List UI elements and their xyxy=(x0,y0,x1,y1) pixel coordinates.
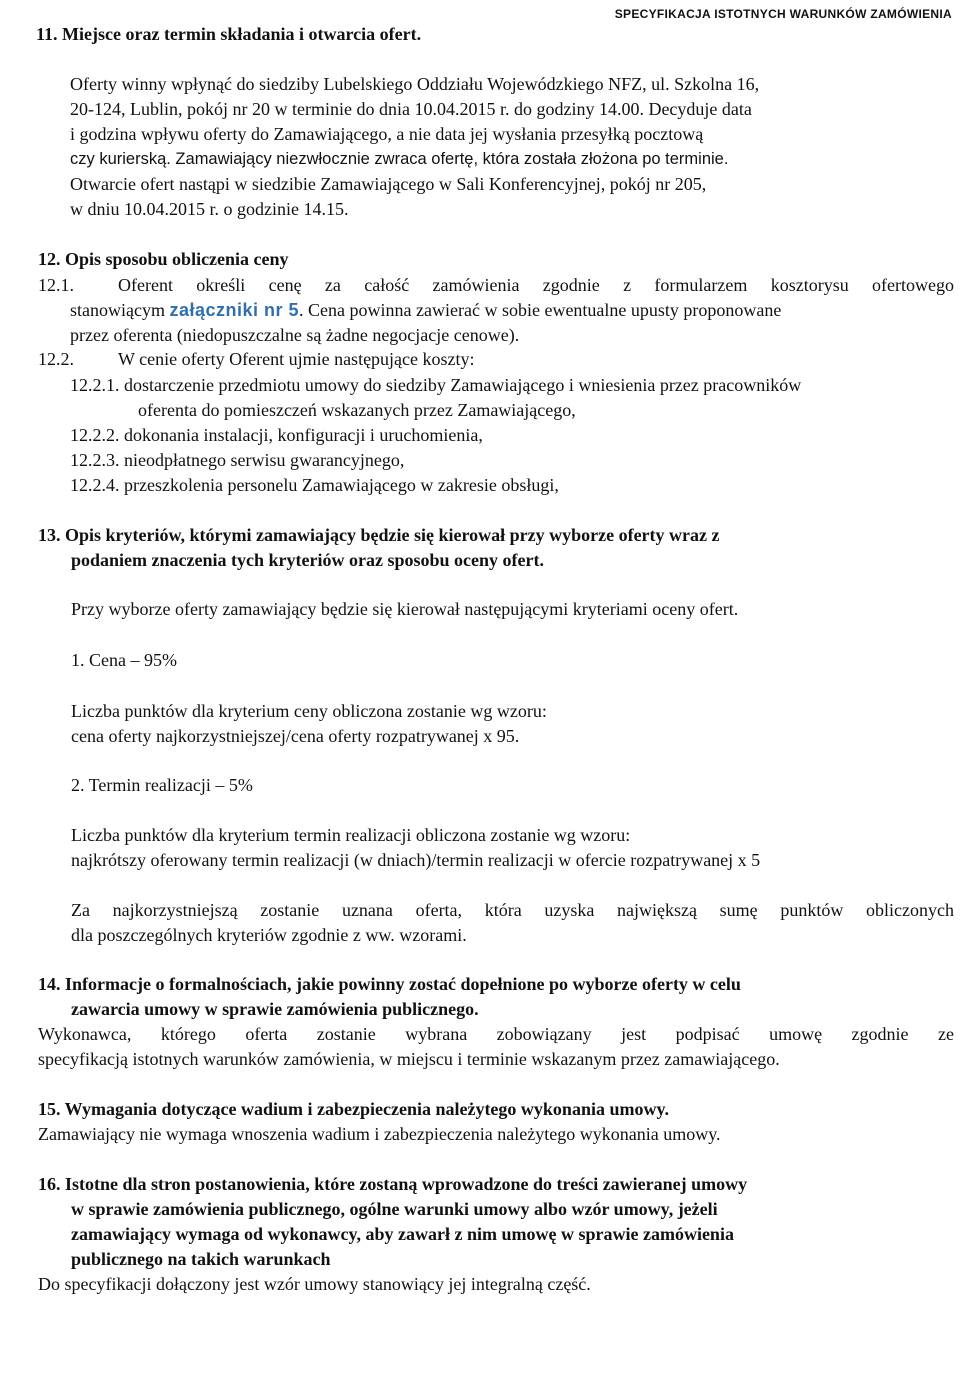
section-15-heading: 15. Wymagania dotyczące wadium i zabezpieczenia należytego wykonania umowy. xyxy=(38,1099,669,1119)
section-16-body: Do specyfikacji dołączony jest wzór umowy stanowiący jej integralną część. xyxy=(38,1274,591,1294)
criterion-1-formula: cena oferty najkorzystniejszej/cena oferty rozpatrywanej x 95. xyxy=(71,726,520,746)
paragraph-number: 12.1. xyxy=(38,275,74,295)
criterion-1-title: 1. Cena – 95% xyxy=(71,650,177,670)
section-16-heading: 16. Istotne dla stron postanowienia, które zostaną wprowadzone do treści zawieranej umowy xyxy=(38,1174,748,1194)
list-item: 12.2.4. przeszkolenia personelu Zamawiającego w zakresie obsługi, xyxy=(70,475,559,495)
criteria-intro: Przy wyborze oferty zamawiający będzie się kierował następującymi kryteriami oceny ofert. xyxy=(71,599,739,619)
section-11-line: w dniu 10.04.2015 r. o godzinie 14.15. xyxy=(70,199,349,219)
section-16-heading-cont: w sprawie zamówienia publicznego, ogólne warunki umowy albo wzór umowy, jeżeli xyxy=(71,1199,718,1219)
list-item: 12.2.1. dostarczenie przedmiotu umowy do siedziby Zamawiającego i wniesienia przez pracowników xyxy=(70,375,802,395)
criterion-2-formula: najkrótszy oferowany termin realizacji (w dniach)/termin realizacji w ofercie rozpatrywanej x 5 xyxy=(71,850,761,870)
list-item: 12.2.3. nieodpłatnego serwisu gwarancyjnego, xyxy=(70,450,405,470)
section-11-line: i godzina wpływu oferty do Zamawiającego, a nie data jej wysłania przesyłką pocztową xyxy=(70,124,704,144)
section-13-heading: 13. Opis kryteriów, którymi zamawiający będzie się kierował przy wyborze oferty wraz z xyxy=(38,525,720,545)
criterion-1-text: Liczba punktów dla kryterium ceny obliczona zostanie wg wzoru: xyxy=(71,701,547,721)
attachment-link[interactable]: załączniki nr 5 xyxy=(169,300,300,320)
section-14-body-line: Wykonawca, którego oferta zostanie wybrana zobowiązany jest podpisać umowę zgodnie ze xyxy=(38,1024,954,1044)
section-15-body: Zamawiający nie wymaga wnoszenia wadium i zabezpieczenia należytego wykonania umowy. xyxy=(38,1124,721,1144)
criterion-2-text: Liczba punktów dla kryterium termin realizacji obliczona zostanie wg wzoru: xyxy=(71,825,631,845)
section-13-heading-cont: podaniem znaczenia tych kryteriów oraz sposobu oceny ofert. xyxy=(71,550,544,570)
paragraph-12-1-line: Oferent określi cenę za całość zamówienia zgodnie z formularzem kosztorysu ofertowego xyxy=(118,275,954,295)
paragraph-number: 12.2. xyxy=(38,349,74,369)
section-11-line: czy kurierską. Zamawiający niezwłocznie zwraca ofertę, która została złożona po terminie. xyxy=(70,150,729,168)
section-14-heading: 14. Informacje o formalnościach, jakie powinny zostać dopełnione po wyborze oferty w celu xyxy=(38,974,741,994)
section-14-body-line: specyfikacją istotnych warunków zamówienia, w miejscu i terminie wskazanym przez zamawiającego. xyxy=(38,1049,780,1069)
criteria-summary-line: Za najkorzystniejszą zostanie uznana oferta, która uzyska największą sumę punktów obliczonych xyxy=(71,900,954,920)
running-header: SPECYFIKACJA ISTOTNYCH WARUNKÓW ZAMÓWIENIA xyxy=(614,7,952,21)
section-16-heading-cont: publicznego na takich warunkach xyxy=(71,1249,331,1269)
paragraph-12-1-line: stanowiącym załączniki nr 5. Cena powinna zawierać w sobie ewentualne upusty proponowane xyxy=(70,300,782,320)
criterion-2-title: 2. Termin realizacji – 5% xyxy=(71,775,253,795)
list-item-continuation: oferenta do pomieszczeń wskazanych przez Zamawiającego, xyxy=(138,400,576,420)
section-16-heading-cont: zamawiający wymaga od wykonawcy, aby zawarł z nim umowę w sprawie zamówienia xyxy=(71,1224,734,1244)
section-11-line: Oferty winny wpłynąć do siedziby Lubelskiego Oddziału Wojewódzkiego NFZ, ul. Szkolna 16, xyxy=(70,74,760,94)
section-12-heading: 12. Opis sposobu obliczenia ceny xyxy=(38,249,289,269)
section-11-line: Otwarcie ofert nastąpi w siedzibie Zamawiającego w Sali Konferencyjnej, pokój nr 205, xyxy=(70,174,707,194)
paragraph-12-2-text: W cenie oferty Oferent ujmie następujące koszty: xyxy=(118,349,475,369)
section-14-heading-cont: zawarcia umowy w sprawie zamówienia publicznego. xyxy=(71,999,479,1019)
list-item: 12.2.2. dokonania instalacji, konfiguracji i uruchomienia, xyxy=(70,425,483,445)
criteria-summary-line: dla poszczególnych kryteriów zgodnie z ww. wzorami. xyxy=(71,925,467,945)
section-11-line: 20-124, Lublin, pokój nr 20 w terminie do dnia 10.04.2015 r. do godziny 14.00. Decyduje data xyxy=(70,99,752,119)
paragraph-12-1-line: przez oferenta (niedopuszczalne są żadne negocjacje cenowe). xyxy=(70,325,520,345)
section-11-heading: 11. Miejsce oraz termin składania i otwarcia ofert. xyxy=(36,24,422,44)
